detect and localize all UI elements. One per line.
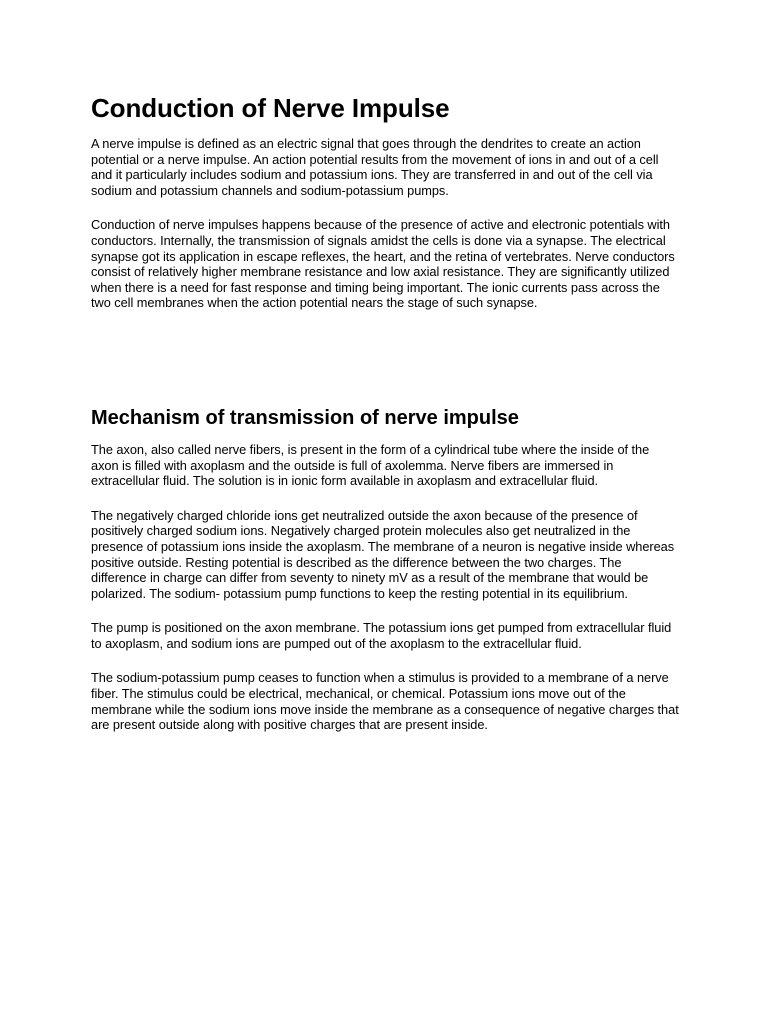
section-paragraph-3: The pump is positioned on the axon membrane. The potassium ions get pumped from extracellular fluid to axoplasm, and sodium ions are pumped out of the axoplasm to the extracellular fluid.: [91, 620, 672, 651]
intro-paragraph-2: Conduction of nerve impulses happens because of the presence of active and electronic potentials with conductors. Internally, the transmission of signals amidst the cells is done via a synapse. The electrical synapse got its application in escape reflexes, the heart, and the retina of vertebrates. Nerve conductors consist of relatively higher membrane resistance and low axial resistance. They are significantly utilized when there is a need for fast response and timing being important. The ionic currents pass across the two cell membranes when the action potential nears the stage of such synapse.: [91, 217, 675, 311]
section-paragraph-4: The sodium-potassium pump ceases to function when a stimulus is provided to a membrane of a nerve fiber. The stimulus could be electrical, mechanical, or chemical. Potassium ions move out of the membrane while the sodium ions move inside the membrane as a consequence of negative charges that are present outside along with positive charges that are present inside.: [91, 670, 679, 733]
document-title: Conduction of Nerve Impulse: [91, 93, 450, 123]
section-paragraph-2: The negatively charged chloride ions get neutralized outside the axon because of the presence of positively charged sodium ions. Negatively charged protein molecules also get neutralized in the presence of potassium ions inside the axoplasm. The membrane of a neuron is negative inside whereas positive outside. Resting potential is described as the difference between the two charges. The difference in charge can differ from seventy to ninety mV as a result of the membrane that would be polarized. The sodium- potassium pump functions to keep the resting potential in its equilibrium.: [91, 507, 675, 601]
intro-paragraph-1: A nerve impulse is defined as an electric signal that goes through the dendrites to create an action potential or a nerve impulse. An action potential results from the movement of ions in and out of a cell and it particularly includes sodium and potassium ions. They are transferred in and out of the cell via sodium and potassium channels and sodium-potassium pumps.: [91, 136, 659, 198]
section-heading: Mechanism of transmission of nerve impulse: [91, 406, 519, 429]
section-paragraph-1: The axon, also called nerve fibers, is present in the form of a cylindrical tube where the inside of the axon is filled with axoplasm and the outside is full of axolemma. Nerve fibers are immersed in extracellular fluid. The solution is in ionic form available in axoplasm and extracellular fluid.: [91, 441, 650, 489]
